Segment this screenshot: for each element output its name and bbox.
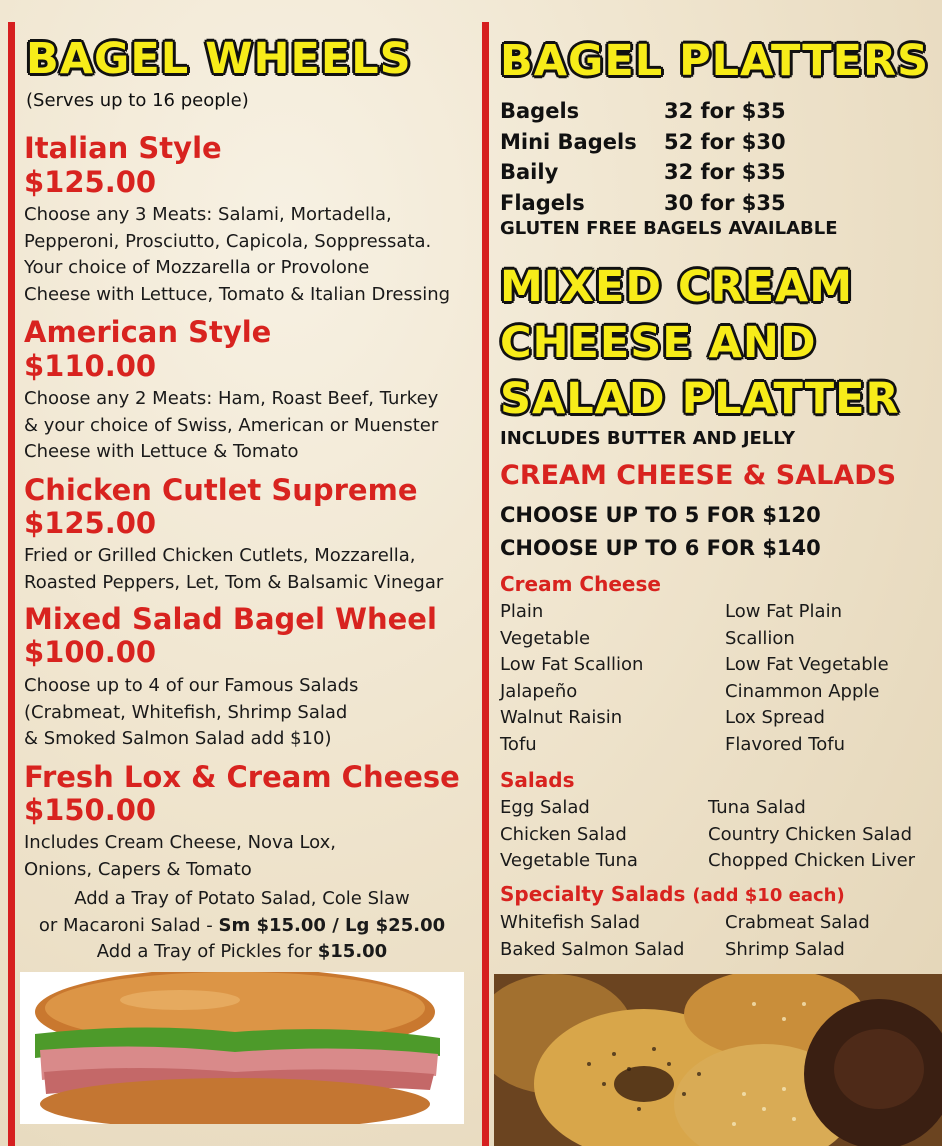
platter-row — [500, 157, 786, 188]
addon-line-1: Add a Tray of Potato Salad, Cole Slaw — [74, 888, 410, 909]
specialty-heading-text: Specialty Salads — [500, 882, 686, 906]
list-item: Lox Spread — [725, 707, 825, 728]
list-item: Egg Salad — [500, 797, 590, 818]
bagel-platters-title: BAGEL PLATTERS — [500, 36, 930, 86]
item-name-chicken-cutlet: Chicken Cutlet Supreme — [24, 473, 418, 507]
desc-line: & Smoked Salmon Salad add $10) — [24, 728, 332, 749]
list-item: Low Fat Vegetable — [725, 654, 889, 675]
bagels-photo — [494, 974, 942, 1146]
item-price-american: $110.00 — [24, 349, 157, 383]
list-item: Vegetable Tuna — [500, 850, 638, 871]
choose-6: CHOOSE UP TO 6 FOR $140 — [500, 536, 821, 560]
platter-price: 30 for $35 — [664, 190, 786, 215]
item-name-mixed-salad-wheel: Mixed Salad Bagel Wheel — [24, 602, 437, 636]
cc-salads-heading: CREAM CHEESE & SALADS — [500, 460, 897, 491]
platter-row — [500, 188, 786, 219]
bagel-sandwich-photo — [20, 972, 464, 1124]
platter-name: Baily — [500, 160, 559, 184]
item-desc-italian — [24, 202, 450, 308]
addon-line-2-text: or Macaroni Salad - — [38, 914, 219, 936]
platter-row — [500, 96, 786, 127]
list-item: Tuna Salad — [708, 797, 806, 818]
addon-line-3 — [22, 939, 462, 966]
item-name-american: American Style — [24, 315, 272, 349]
cream-cheese-left-list — [500, 599, 643, 758]
list-item: Jalapeño — [500, 680, 578, 702]
list-item: Cinammon Apple — [725, 680, 880, 702]
list-item: Chicken Salad — [500, 823, 627, 845]
choose-5: CHOOSE UP TO 5 FOR $120 — [500, 503, 821, 527]
list-item: Low Fat Plain — [725, 601, 842, 622]
list-item: Shrimp Salad — [725, 938, 845, 960]
desc-line: Pepperoni, Prosciutto, Capicola, Soppressata. — [24, 230, 432, 252]
desc-line: Choose any 2 Meats: Ham, Roast Beef, Turkey — [24, 388, 439, 409]
specialty-note: (add $10 each) — [692, 885, 845, 906]
bagel-sandwich-icon — [20, 972, 464, 1124]
cream-cheese-right-list — [725, 599, 889, 758]
addon-line-2-price: Sm $15.00 / Lg $25.00 — [218, 914, 446, 936]
desc-line: Choose any 3 Meats: Salami, Mortadella, — [24, 204, 392, 225]
addon-line-3-price: $15.00 — [317, 941, 388, 962]
platter-price: 32 for $35 — [664, 99, 786, 123]
list-item: Crabmeat Salad — [725, 912, 870, 933]
desc-line: Fried or Grilled Chicken Cutlets, Mozzarella, — [24, 545, 416, 566]
list-item: Vegetable — [500, 627, 591, 649]
platter-name: Mini Bagels — [500, 129, 637, 154]
list-item: Flavored Tofu — [725, 733, 845, 755]
desc-line: Choose up to 4 of our Famous Salads — [24, 675, 359, 696]
desc-line: Cheese with Lettuce & Tomato — [24, 441, 299, 462]
gluten-free-note: GLUTEN FREE BAGELS AVAILABLE — [500, 218, 838, 239]
list-item: Scallion — [725, 627, 795, 649]
item-desc-chicken-cutlet — [24, 543, 443, 596]
platter-list — [500, 96, 786, 218]
desc-line: Includes Cream Cheese, Nova Lox, — [24, 832, 337, 853]
item-desc-fresh-lox — [24, 830, 336, 883]
desc-line: Your choice of Mozzarella or Provolone — [24, 257, 370, 278]
specialty-left-list — [500, 910, 684, 963]
item-price-chicken-cutlet: $125.00 — [24, 506, 157, 540]
specialty-heading — [500, 882, 845, 906]
list-item: Chopped Chicken Liver — [708, 850, 916, 871]
item-price-mixed-salad-wheel: $100.00 — [24, 635, 157, 669]
platter-name: Flagels — [500, 190, 585, 215]
bagel-wheels-title: BAGEL WHEELS — [26, 34, 412, 84]
platter-name: Bagels — [500, 99, 580, 123]
item-name-fresh-lox: Fresh Lox & Cream Cheese — [24, 760, 460, 794]
mixed-title-line-2: CHEESE AND — [500, 318, 817, 368]
cream-cheese-heading: Cream Cheese — [500, 572, 661, 596]
list-item: Baked Salmon Salad — [500, 938, 685, 960]
list-item: Tofu — [500, 733, 537, 755]
item-price-italian: $125.00 — [24, 165, 157, 199]
addon-line-3-text: Add a Tray of Pickles for — [96, 941, 318, 962]
right-red-bar — [482, 22, 489, 1146]
list-item: Low Fat Scallion — [500, 654, 644, 675]
left-red-bar — [8, 22, 15, 1146]
list-item: Country Chicken Salad — [708, 823, 913, 845]
platter-price: 32 for $35 — [664, 160, 786, 184]
desc-line: & your choice of Swiss, American or Muenster — [24, 414, 439, 436]
item-desc-american — [24, 386, 438, 466]
salads-right-list — [708, 795, 915, 875]
list-item: Whitefish Salad — [500, 912, 641, 933]
mixed-title-line-1: MIXED CREAM — [500, 262, 854, 312]
salads-left-list — [500, 795, 638, 875]
includes-note: INCLUDES BUTTER AND JELLY — [500, 428, 795, 449]
item-price-fresh-lox: $150.00 — [24, 793, 157, 827]
desc-line: Onions, Capers & Tomato — [24, 858, 252, 880]
list-item: Plain — [500, 601, 544, 622]
desc-line: (Crabmeat, Whitefish, Shrimp Salad — [24, 701, 348, 723]
addons-block — [22, 886, 462, 966]
specialty-right-list — [725, 910, 870, 963]
serves-note: (Serves up to 16 people) — [26, 90, 249, 111]
desc-line: Cheese with Lettuce, Tomato & Italian Dressing — [24, 283, 451, 305]
item-name-italian: Italian Style — [24, 131, 222, 165]
addon-line-2 — [22, 913, 462, 940]
salads-heading: Salads — [500, 768, 575, 792]
platter-row — [500, 127, 786, 158]
list-item: Walnut Raisin — [500, 707, 623, 728]
item-desc-mixed-salad-wheel — [24, 673, 358, 753]
mixed-title-line-3: SALAD PLATTER — [500, 374, 900, 424]
desc-line: Roasted Peppers, Let, Tom & Balsamic Vinegar — [24, 571, 444, 593]
platter-price: 52 for $30 — [664, 129, 786, 154]
bagels-pile-icon — [494, 974, 942, 1146]
